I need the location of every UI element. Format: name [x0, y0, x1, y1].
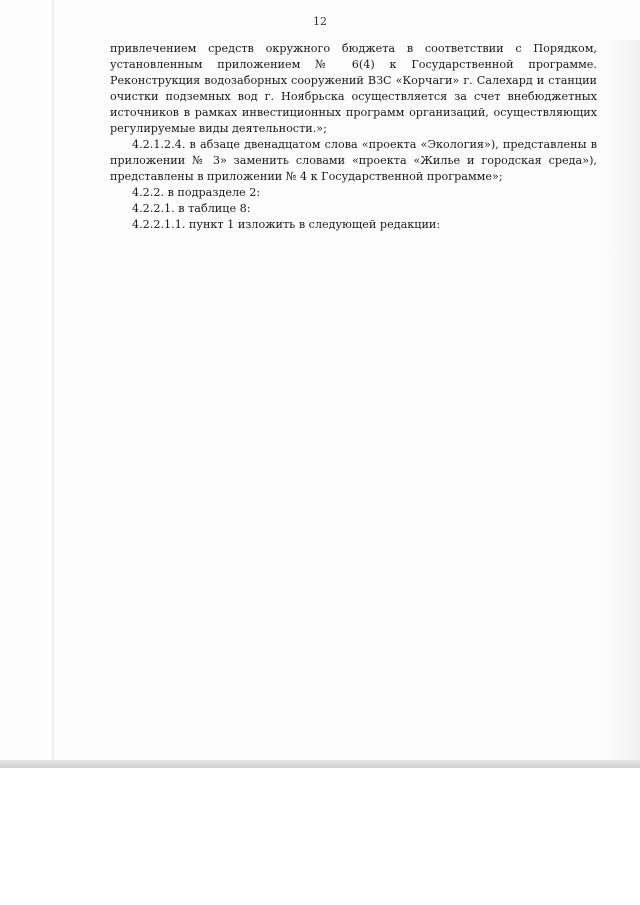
page-edge-shadow [600, 40, 640, 760]
page-fold-line [52, 0, 54, 768]
paragraph-item-4-2-2-1: 4.2.2.1. в таблице 8: [132, 202, 251, 215]
paragraph-item-4-2-1-2-4: 4.2.1.2.4. в абзаце двенадцатом слова «проекта «Экология»), представлены в приложении № 3» заменить словами «проекта «Жилье и городская среда»), представлены в приложении № 4 к Государственной программе»; [110, 138, 597, 183]
paragraph-continuation: привлечением средств окружного бюджета в соответствии с Порядком, установленным приложением № 6(4) к Государственной программе. Реконструкция водозаборных сооружений ВЗС «Корчаги» г. Салехард и станции очистки подземных вод г. Ноябрьска осуществляется за счет внебюджетных источников в рамках инвестиционных программ организаций, осуществляющих регулируемые виды деятельности.»; [110, 42, 597, 135]
page-bottom-edge [0, 760, 640, 768]
paragraph-item-4-2-2: 4.2.2. в подразделе 2: [132, 186, 261, 199]
document-body [110, 41, 597, 233]
page-number: 12 [313, 15, 327, 28]
paragraph-item-4-2-2-1-1: 4.2.2.1.1. пункт 1 изложить в следующей редакции: [132, 218, 441, 231]
scan-background [0, 768, 640, 905]
